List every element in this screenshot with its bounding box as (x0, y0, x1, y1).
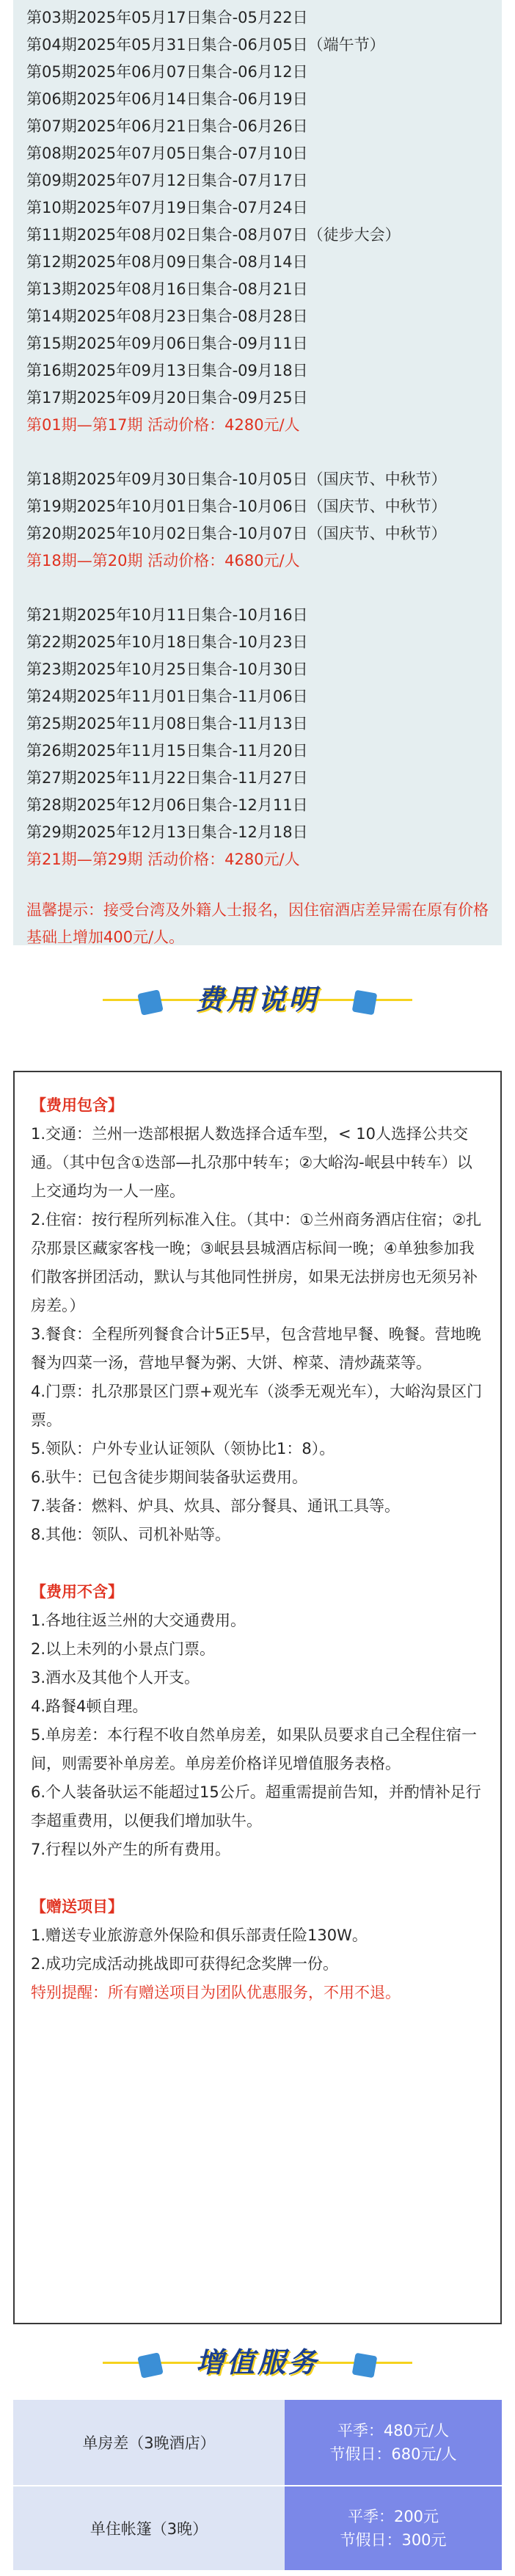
schedule-panel (13, 0, 502, 945)
schedule-line: 第16期2025年09月13日集合-09月18日 (26, 362, 308, 379)
list-item: 5.单房差：本行程不收自然单房差，如果队员要求自己全程住宿一间，则需要补单房差。单房差价格详见增值服务表格。 (31, 1726, 478, 1772)
value-service-table (13, 2400, 502, 2570)
schedule-group-2 (26, 466, 489, 575)
list-item: 6.驮牛：已包含徒步期间装备驮运费用。 (31, 1469, 308, 1486)
schedule-line: 第07期2025年06月21日集合-06月26日 (26, 117, 308, 135)
schedule-line: 第19期2025年10月01日集合-10月06日（国庆节、中秋节） (26, 498, 447, 515)
included-list (31, 1120, 484, 1549)
schedule-line: 第26期2025年11月15日集合-11月20日 (26, 742, 308, 760)
schedule-group-3 (26, 602, 489, 873)
schedule-line: 第22期2025年10月18日集合-10月23日 (26, 633, 308, 651)
list-item: 5.领队：户外专业认证领队（领协比1：8）。 (31, 1440, 335, 1458)
list-item: 2.成功完成活动挑战即可获得纪念奖牌一份。 (31, 1955, 339, 1973)
schedule-line: 第17期2025年09月20日集合-09月25日 (26, 389, 308, 407)
schedule-line: 第15期2025年09月06日集合-09月11日 (26, 335, 308, 352)
excluded-heading: 【费用不含】 (31, 1583, 123, 1601)
schedule-line: 第06期2025年06月14日集合-06月19日 (26, 90, 308, 108)
warm-tip: 温馨提示：接受台湾及外籍人士报名，因住宿酒店差异需在原有价格基础上增加400元/人。 (26, 901, 489, 946)
gift-list (31, 1921, 484, 1979)
schedule-line: 第11期2025年08月02日集合-08月07日（徒步大会） (26, 226, 401, 244)
list-item: 2.住宿：按行程所列标准入住。（其中：①兰州商务酒店住宿；②扎尕那景区藏家客栈一晚；③岷县县城酒店标间一晚；④单独参加我们散客拼团活动，默认与其他同性拼房，如果无法拼房也无须另补房差。） (31, 1211, 482, 1314)
list-item: 1.各地往返兰州的大交通费用。 (31, 1612, 246, 1629)
gift-heading: 【赠送项目】 (31, 1898, 123, 1915)
schedule-price: 第21期—第29期 活动价格：4280元/人 (26, 851, 300, 868)
price-line: 节假日：680元/人 (329, 2445, 457, 2463)
schedule-line: 第25期2025年11月08日集合-11月13日 (26, 715, 308, 732)
list-item: 2.以上未列的小景点门票。 (31, 1640, 216, 1658)
list-item: 4.路餐4顿自理。 (31, 1698, 148, 1715)
schedule-line: 第04期2025年05月31日集合-06月05日（端午节） (26, 36, 385, 54)
schedule-line: 第05期2025年06月07日集合-06月12日 (26, 63, 308, 81)
schedule-line: 第14期2025年08月23日集合-08月28日 (26, 308, 308, 325)
list-item: 4.门票：扎尕那景区门票+观光车（淡季无观光车），大峪沟景区门票。 (31, 1383, 483, 1429)
schedule-line: 第10期2025年07月19日集合-07月24日 (26, 199, 308, 217)
fee-details-box (13, 1071, 502, 2324)
service-item: 单房差（3晚酒店） (13, 2400, 285, 2485)
list-item: 1.交通：兰州一迭部根据人数选择合适车型，< 10人选择公共交通。（其中包含①迭部—扎尕那中转车；②大峪沟-岷县中转车）以上交通均为一人一座。 (31, 1125, 472, 1200)
list-item: 3.酒水及其他个人开支。 (31, 1669, 200, 1687)
service-item: 单住帐篷（3晚） (13, 2486, 285, 2570)
list-item: 8.其他：领队、司机补贴等。 (31, 1526, 231, 1543)
price-line: 平季：480元/人 (337, 2422, 450, 2439)
list-item: 1.赠送专业旅游意外保险和俱乐部责任险130W。 (31, 1926, 368, 1944)
schedule-price: 第01期—第17期 活动价格：4280元/人 (26, 416, 300, 434)
fee-section-title: 费用说明 (195, 983, 319, 1016)
schedule-line: 第08期2025年07月05日集合-07月10日 (26, 145, 308, 162)
schedule-line: 第12期2025年08月09日集合-08月14日 (26, 253, 308, 271)
schedule-line: 第20期2025年10月02日集合-10月07日（国庆节、中秋节） (26, 525, 447, 542)
schedule-line: 第24期2025年11月01日集合-11月06日 (26, 688, 308, 705)
list-item: 7.装备：燃料、炉具、炊具、部分餐具、通讯工具等。 (31, 1497, 401, 1515)
excluded-list (31, 1607, 484, 1864)
list-item: 6.个人装备驮运不能超过15公斤。超重需提前告知，并酌情补足行李超重费用，以便我们增加驮牛。 (31, 1783, 481, 1830)
included-heading: 【费用包含】 (31, 1096, 123, 1114)
schedule-line: 第23期2025年10月25日集合-10月30日 (26, 661, 308, 678)
schedule-line: 第27期2025年11月22日集合-11月27日 (26, 769, 308, 787)
value-section-title: 增值服务 (195, 2346, 319, 2379)
fee-section-banner (0, 972, 515, 1024)
schedule-line: 第29期2025年12月13日集合-12月18日 (26, 823, 308, 841)
list-item: 3.餐食：全程所列餐食合计5正5早，包含营地早餐、晚餐。营地晚餐为四菜一汤，营地早餐为粥、大饼、榨菜、清炒蔬菜等。 (31, 1325, 481, 1372)
schedule-line: 第18期2025年09月30日集合-10月05日（国庆节、中秋节） (26, 470, 447, 488)
schedule-group-1 (26, 4, 489, 439)
table-row (13, 2400, 502, 2485)
list-item: 7.行程以外产生的所有费用。 (31, 1841, 231, 1858)
schedule-price: 第18期—第20期 活动价格：4680元/人 (26, 552, 300, 570)
value-section-banner (0, 2335, 515, 2387)
schedule-line: 第09期2025年07月12日集合-07月17日 (26, 172, 308, 189)
schedule-line: 第03期2025年05月17日集合-05月22日 (26, 9, 308, 26)
schedule-line: 第28期2025年12月06日集合-12月11日 (26, 796, 308, 814)
gift-note: 特别提醒：所有赠送项目为团队优惠服务，不用不退。 (31, 1984, 401, 2001)
schedule-line: 第13期2025年08月16日集合-08月21日 (26, 280, 308, 298)
schedule-line: 第21期2025年10月11日集合-10月16日 (26, 606, 308, 624)
service-price (285, 2400, 502, 2485)
price-line: 节假日：300元 (340, 2531, 447, 2549)
table-row (13, 2485, 502, 2570)
price-line: 平季：200元 (347, 2508, 439, 2525)
service-price (285, 2486, 502, 2570)
